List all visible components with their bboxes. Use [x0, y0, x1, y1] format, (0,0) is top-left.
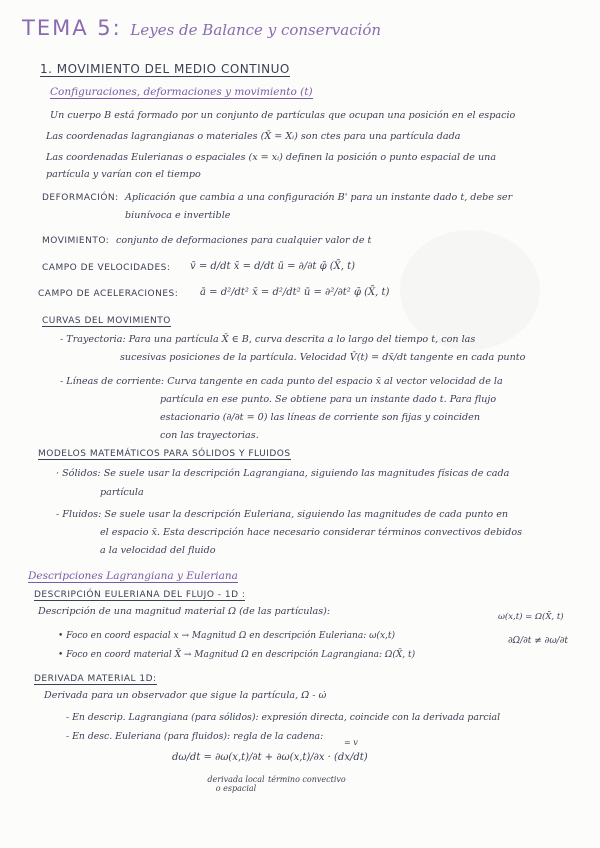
convective-term-label: término convectivo: [268, 775, 346, 784]
euleriana-line: - En desc. Euleriana (para fluidos): regla de la cadena:: [66, 731, 324, 742]
local-derivative-label: derivada local o espacial: [207, 775, 265, 793]
campo-aceleraciones-eq: ā = d²/dt² x̄ = d²/dt² ū = ∂²/∂t² φ̄ (X̄, t): [200, 287, 390, 298]
derivada-text: Derivada para un observador que sigue la partícula, Ω̇ - ω̇: [44, 690, 327, 701]
euler-heading: DESCRIPCIÓN EULERIANA DEL FLUJO - 1D :: [34, 590, 246, 600]
curvas-heading: CURVAS DEL MOVIMIENTO: [42, 316, 171, 326]
deformacion-label: DEFORMACIÓN:: [42, 193, 119, 203]
campo-aceleraciones-label: CAMPO DE ACELERACIONES:: [38, 289, 179, 299]
page-title: [22, 16, 381, 40]
section-heading: 1. MOVIMIENTO DEL MEDIO CONTINUO: [40, 62, 290, 76]
fluidos-text: a la velocidad del fluido: [100, 545, 216, 556]
text-line: Las coordenadas lagrangianas o materiales (X̄ = Xᵢ) son ctes para una partícula dada: [46, 131, 461, 142]
deformacion-text: Aplicación que cambia a una configuración B' para un instante dado t, debe ser: [125, 192, 513, 203]
bullet-euleriana: • Foco en coord espacial x → Magnitud Ω en descripción Euleriana: ω(x,t): [58, 631, 396, 641]
title-main: TEMA 5:: [22, 16, 122, 40]
euler-text: Descripción de una magnitud material Ω (de las partículas):: [38, 606, 331, 617]
paper-smudge: [400, 230, 540, 350]
subheading: Configuraciones, deformaciones y movimiento (t): [50, 86, 313, 98]
solidos-text: · Sólidos: Se suele usar la descripción Lagrangiana, siguiendo las magnitudes físicas de cada: [56, 468, 510, 479]
trayectoria-text: - Trayectoria: Para una partícula X̄ ∈ B, curva descrita a lo largo del tiempo t, con las: [60, 334, 476, 345]
trayectoria-text: sucesivas posiciones de la partícula. Velocidad V̄(t) = dx̄/dt tangente en cada punto: [120, 352, 526, 363]
movimiento-text: conjunto de deformaciones para cualquier valor de t: [116, 235, 372, 246]
title-sub: Leyes de Balance y conservación: [130, 21, 382, 39]
fluidos-text: - Fluidos: Se suele usar la descripción Euleriana, siguiendo las magnitudes de cada punto en: [56, 509, 509, 520]
velocity-note: = v: [344, 738, 358, 747]
campo-velocidades-eq: v̄ = d/dt x̄ = d/dt ū = ∂/∂t φ̄ (X̄, t): [190, 261, 356, 272]
fluidos-text: el espacio x̄. Esta descripción hace necesario considerar términos convectivos debidos: [100, 527, 523, 538]
deformacion-text: biunívoca e invertible: [125, 210, 231, 221]
side-note: ω(x,t) = Ω(X̄, t): [498, 612, 564, 622]
campo-velocidades-label: CAMPO DE VELOCIDADES:: [42, 263, 171, 273]
text-line: Un cuerpo B está formado por un conjunto de partículas que ocupan una posición en el espacio: [50, 110, 516, 121]
derivada-heading: DERIVADA MATERIAL 1D:: [34, 674, 157, 684]
lagrangiana-line: - En descrip. Lagrangiana (para sólidos): expresión directa, coincide con la derivada parcial: [66, 712, 501, 723]
section2-heading: Descripciones Lagrangiana y Euleriana: [28, 570, 238, 582]
lineas-text: partícula en ese punto. Se obtiene para un instante dado t. Para flujo: [160, 394, 497, 405]
bullet-lagrangiana: • Foco en coord material X̄ → Magnitud Ω en descripción Lagrangiana: Ω(X̄, t): [58, 650, 416, 660]
text-line: Las coordenadas Eulerianas o espaciales (x = xᵢ) definen la posición o punto espacial de una: [46, 152, 497, 163]
lineas-text: estacionario (∂/∂t = 0) las líneas de corriente son fijas y coinciden: [160, 412, 480, 423]
solidos-text: partícula: [100, 487, 144, 498]
chain-rule-eq: dω/dt = ∂ω(x,t)/∂t + ∂ω(x,t)/∂x · (dx/dt): [172, 752, 368, 763]
lineas-text: con las trayectorias.: [160, 430, 259, 441]
side-fraction: ∂Ω/∂t ≠ ∂ω/∂t: [508, 636, 568, 646]
modelos-heading: MODELOS MATEMÁTICOS PARA SÓLIDOS Y FLUIDOS: [38, 449, 291, 459]
text-line: partícula y varían con el tiempo: [46, 169, 201, 180]
lineas-text: - Líneas de corriente: Curva tangente en cada punto del espacio x̄ al vector velocidad de la: [60, 376, 503, 387]
movimiento-label: MOVIMIENTO:: [42, 236, 110, 246]
